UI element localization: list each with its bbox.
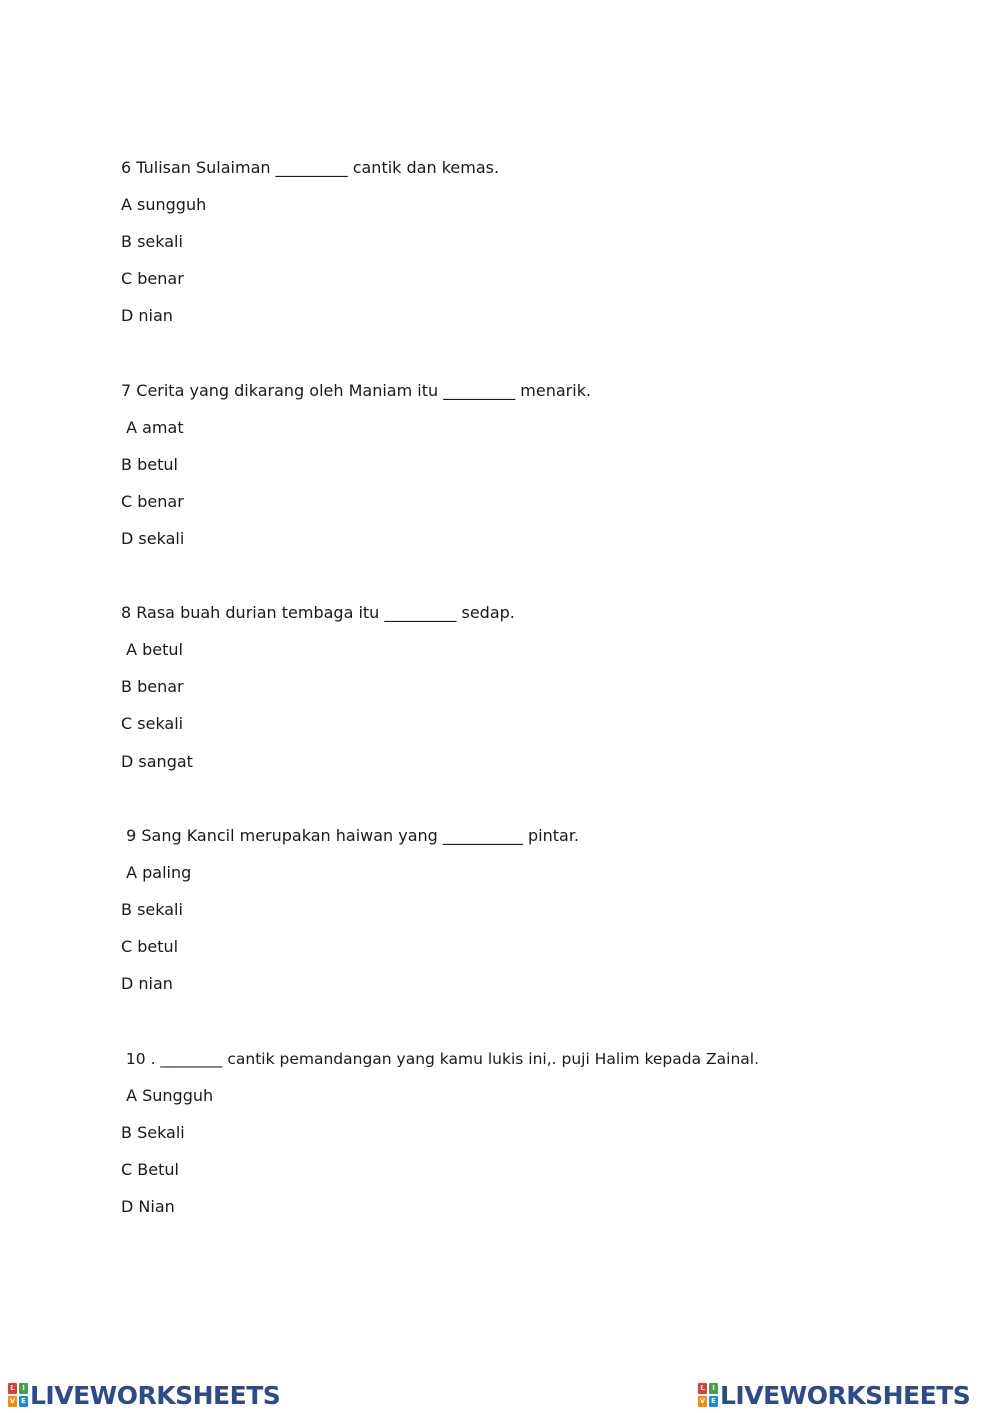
liveworksheets-logo-right <box>698 1381 970 1409</box>
question-8-stem: 8 Rasa buah durian tembaga itu _________ sedap. <box>121 603 515 622</box>
question-7-option-a: A amat <box>121 418 184 437</box>
question-8-option-d: D sangat <box>121 752 193 771</box>
logo-block-l: L <box>8 1383 17 1394</box>
question-9-option-c: C betul <box>121 937 179 956</box>
logo-block-l: L <box>698 1383 707 1394</box>
question-9-stem: 9 Sang Kancil merupakan haiwan yang __________ pintar. <box>121 826 580 845</box>
question-9-option-d: D nian <box>121 974 173 993</box>
question-10-option-c: C Betul <box>121 1160 179 1179</box>
question-9-option-a: A paling <box>121 863 192 882</box>
question-8-option-c: C sekali <box>121 714 184 733</box>
liveworksheets-logo-left <box>8 1381 280 1409</box>
question-6-option-d: D nian <box>121 306 173 325</box>
logo-block-e: E <box>709 1396 718 1407</box>
logo-blocks-icon <box>698 1383 718 1407</box>
question-9-option-b: B sekali <box>121 900 183 919</box>
logo-block-e: E <box>19 1396 28 1407</box>
logo-block-v: V <box>9 1397 16 1405</box>
question-6-option-c: C benar <box>121 269 184 288</box>
question-6-option-a: A sungguh <box>121 195 207 214</box>
question-10-option-a: A Sungguh <box>121 1086 214 1105</box>
logo-text: LIVEWORKSHEETS <box>30 1380 281 1410</box>
question-7-option-d: D sekali <box>121 529 185 548</box>
logo-block-v: V <box>699 1397 706 1405</box>
question-10-option-d: D Nian <box>121 1197 175 1216</box>
question-7-option-b: B betul <box>121 455 178 474</box>
question-7-option-c: C benar <box>121 492 184 511</box>
question-10-option-b: B Sekali <box>121 1123 185 1142</box>
logo-block-i: I <box>19 1383 28 1394</box>
question-10-stem: 10 . ________ cantik pemandangan yang kamu lukis ini,. puji Halim kepada Zainal. <box>121 1050 760 1068</box>
question-7-stem: 7 Cerita yang dikarang oleh Maniam itu _________ menarik. <box>121 381 592 400</box>
question-8-option-a: A betul <box>121 640 183 659</box>
question-6-option-b: B sekali <box>121 232 183 251</box>
logo-blocks-icon <box>8 1383 28 1407</box>
logo-text: LIVEWORKSHEETS <box>720 1380 971 1410</box>
logo-block-i: I <box>709 1383 718 1394</box>
question-8-option-b: B benar <box>121 677 184 696</box>
question-6-stem: 6 Tulisan Sulaiman _________ cantik dan kemas. <box>121 158 500 177</box>
